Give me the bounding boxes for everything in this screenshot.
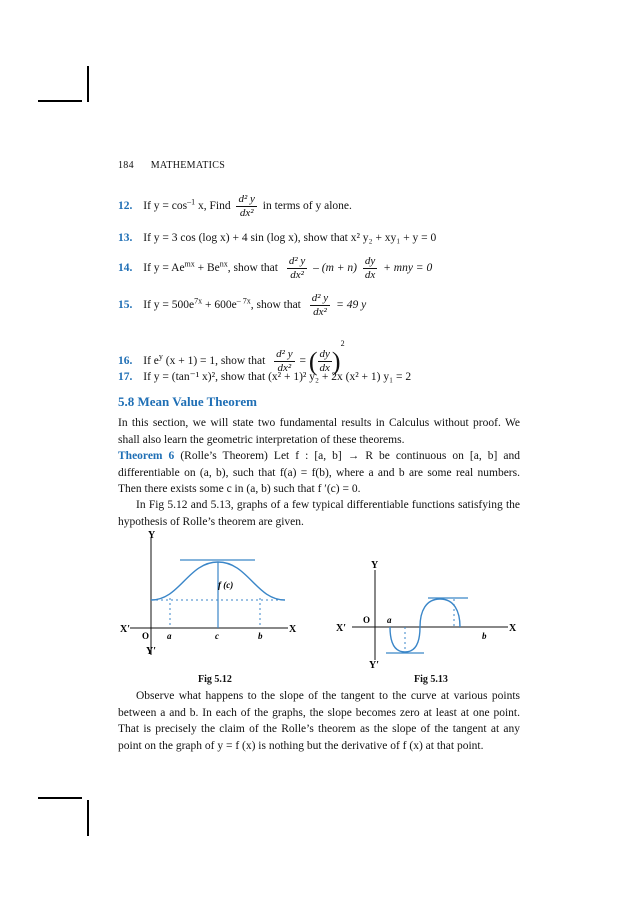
- theorem-label: Theorem 6: [118, 450, 175, 462]
- label-x-neg: X′: [336, 623, 347, 634]
- exercise-text: + 600e: [202, 299, 237, 312]
- label-c: c: [215, 631, 219, 641]
- superscript: 2: [340, 339, 345, 348]
- exercise-14: [118, 255, 432, 282]
- exercise-text: If e: [143, 355, 159, 367]
- exercise-number: 14.: [118, 262, 133, 275]
- caption-fig-5-12: Fig 5.12: [198, 674, 232, 685]
- superscript: – 7x: [236, 296, 251, 306]
- exercise-operator: – (m + n): [313, 262, 357, 275]
- fraction-denominator: dx²: [290, 269, 304, 281]
- exercise-15: [118, 292, 366, 319]
- superscript: 7x: [194, 296, 203, 306]
- section-title: Mean Value Theorem: [137, 394, 257, 409]
- fraction: [363, 255, 377, 282]
- exercise-text: = 49 y: [336, 299, 367, 312]
- label-y: Y: [148, 530, 156, 541]
- superscript: mx: [184, 259, 195, 269]
- exercise-number: 13.: [118, 232, 133, 244]
- label-y-neg: Y′: [369, 660, 380, 671]
- fraction-numerator: dy: [364, 255, 376, 267]
- paren-close: ): [331, 346, 341, 376]
- running-title: MATHEMATICS: [150, 160, 226, 171]
- caption-fig-5-13: Fig 5.13: [414, 674, 448, 685]
- exercise-text: If y = (tan⁻¹ x)², show that (x² + 1)² y₂ + 2x (x² + 1) y₁ = 2: [143, 371, 412, 383]
- exercise-number: 16.: [118, 355, 133, 367]
- fraction-numerator: d² y: [276, 347, 293, 360]
- label-y: Y: [371, 560, 379, 571]
- exercise-text: , show that: [227, 262, 278, 275]
- paren-open: (: [308, 346, 318, 376]
- label-origin: O: [142, 631, 150, 641]
- label-x-neg: X′: [120, 624, 131, 635]
- fraction: [310, 292, 330, 319]
- intro-paragraph: In this section, we will state two fundamental results in Calculus without proof. We shall also learn the geometric interpretation of these theorems.: [118, 417, 520, 446]
- section-number: 5.8: [118, 394, 135, 409]
- exercise-number: 15.: [118, 299, 133, 312]
- exercise-text: + Be: [194, 262, 220, 275]
- exercise-13: [118, 230, 436, 247]
- crop-mark-top-horizontal: [38, 100, 82, 102]
- label-f-c: f (c): [218, 580, 234, 590]
- superscript: –1: [187, 197, 196, 207]
- exercise-text: If y = Ae: [143, 262, 185, 275]
- exercise-17: [118, 369, 411, 386]
- label-x: X: [289, 624, 297, 635]
- section-heading: [118, 394, 257, 410]
- exercise-text: (x + 1) = 1, show that: [162, 355, 266, 367]
- curve-f: [390, 599, 460, 652]
- exercise-number: 12.: [118, 200, 133, 213]
- figure-5-12: [110, 528, 310, 688]
- fraction-numerator: d² y: [311, 292, 329, 304]
- fraction-denominator: dx: [319, 361, 330, 374]
- closing-paragraph: Observe what happens to the slope of the tangent to the curve at various points between a and b. In each of the graphs, the slope becomes zero at least at one point. That is precisely the claim of the Rolle’s theorem as the slope of the tangent at any point on the graph of y = f (x) is nothing but the derivative of f (x) at that point.: [118, 690, 520, 752]
- fraction-numerator: dy: [319, 347, 330, 360]
- page-header: [118, 160, 225, 171]
- fraction-denominator: dx²: [277, 361, 292, 374]
- exercise-12: [118, 193, 352, 220]
- label-a: a: [167, 631, 172, 641]
- crop-mark-bottom-vertical: [87, 800, 89, 836]
- figures-paragraph: In Fig 5.12 and 5.13, graphs of a few typical differentiable functions satisfying the hypothesis of Rolle’s theorem are given.: [118, 499, 520, 528]
- crop-mark-bottom-horizontal: [38, 797, 82, 799]
- figure-5-13: [330, 556, 530, 671]
- label-b: b: [482, 631, 487, 641]
- exercise-text: If y = cos: [143, 200, 188, 213]
- label-origin: O: [363, 615, 371, 625]
- fraction: [287, 255, 307, 282]
- fraction: [236, 193, 256, 220]
- fraction-numerator: d² y: [288, 255, 306, 267]
- crop-mark-top-vertical: [87, 66, 89, 102]
- exercise-text: + mny = 0: [383, 262, 433, 275]
- exercise-text: If y = 500e: [143, 299, 195, 312]
- exercise-operator: =: [299, 355, 306, 367]
- fraction-denominator: dx²: [239, 207, 254, 219]
- label-b: b: [258, 631, 263, 641]
- theorem-text: (Rolle’s Theorem) Let f : [a, b] → R be continuous on [a, b] and differentiable on (a, b), such that f(a) = f(b), where a and b are some real numbers. Then there exists some c in (a, b) such that f ′(c) = 0.: [118, 450, 520, 495]
- fraction-denominator: dx²: [313, 306, 327, 318]
- exercise-text: , show that: [250, 299, 301, 312]
- label-x: X: [509, 623, 517, 634]
- page-number: 184: [118, 160, 134, 171]
- label-y-neg: Y′: [146, 646, 157, 657]
- exercise-number: 17.: [118, 371, 133, 383]
- theorem-block: [118, 448, 520, 498]
- exercise-text: If y = 3 cos (log x) + 4 sin (log x), show that x² y₂ + xy₁ + y = 0: [143, 232, 437, 244]
- superscript: nx: [219, 259, 228, 269]
- fraction-numerator: d² y: [238, 193, 255, 205]
- exercise-text: x, Find: [195, 200, 231, 213]
- superscript: y: [158, 352, 163, 362]
- label-a: a: [387, 615, 392, 625]
- exercise-text: in terms of y alone.: [262, 200, 352, 213]
- fraction-denominator: dx: [364, 269, 376, 281]
